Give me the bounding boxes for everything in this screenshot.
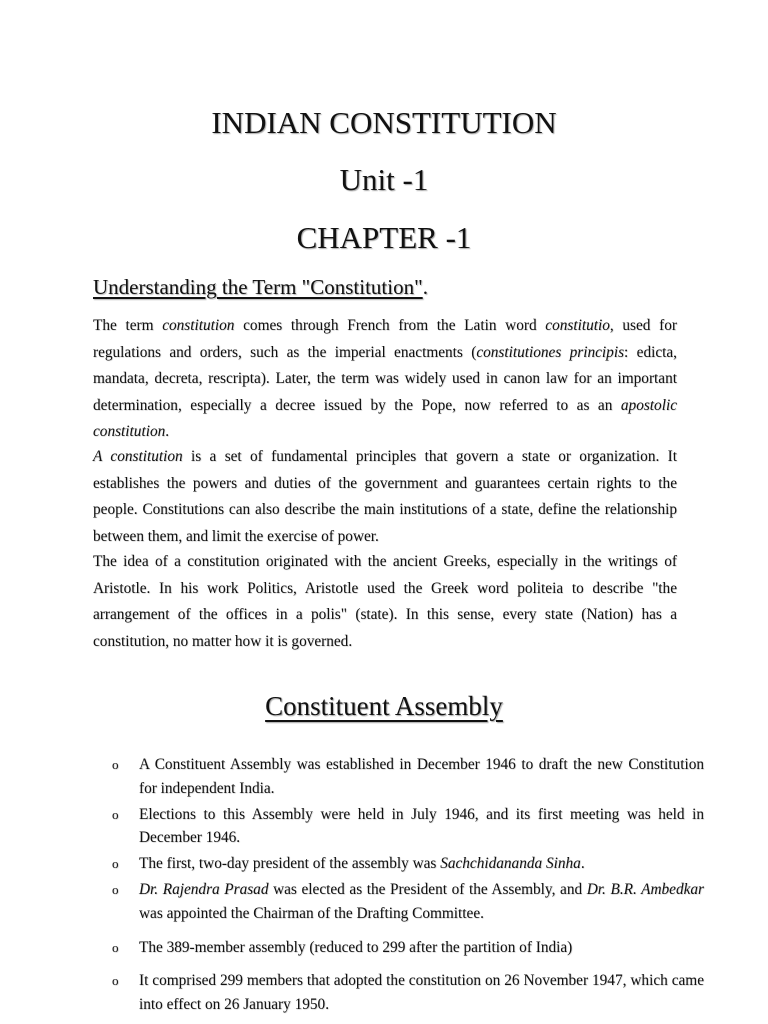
p1-text-e: , used for regulations and orders, such as the imperial enactments ( [93,317,677,361]
list-item-italic-name: Dr. B.R. Ambedkar [586,880,705,898]
paragraph-definition [93,444,677,550]
bullet-list [112,753,704,1019]
section-heading-period: . [422,275,428,299]
bullet-circle-icon: o [112,757,119,772]
p1-italic-constitution: constitution [162,317,235,334]
unit-heading: Unit -1 [339,162,429,197]
chapter-heading: CHAPTER -1 [296,220,472,255]
p1-text-c: comes through French from the Latin word [234,317,546,334]
p2-italic-a-constitution: A constitution [93,448,183,465]
list-item-text: It comprised 299 members that adopted the constitution on 26 November 1947, which came into effect on 26 January 1950. [139,972,704,1014]
list-item-text: was appointed the Chairman of the Drafting Committee. [139,904,484,922]
p1-italic-apostolic: apostolic constitution [93,396,677,440]
p2-text-b: is a set of fundamental principles that govern a state or organization. It establishes the powers and duties of the government and guarantees certain rights to the people. Constitutions can also describe the main institutions of a state, define the relationship between them, and limit the exercise of power. [93,448,677,545]
list-item-text: Elections to this Assembly were held in July 1946, and its first meeting was held in December 1946. [139,805,704,847]
paragraph-etymology [93,313,677,446]
list-item-text: . [580,855,585,873]
p1-text-i: . [165,423,170,440]
list-item [112,803,704,851]
list-item [112,969,704,1017]
list-item-text: was elected as the President of the Assembly, and [268,880,587,898]
paragraph-origin: The idea of a constitution originated with the ancient Greeks, especially in the writings of Aristotle. In his work Politics, Aristotle used the Greek word politeia to describe "the arrangement of the offices in a polis" (state). In this sense, every state (Nation) has a constitution, no matter how it is governed. [93,553,677,650]
bullet-circle-icon: o [112,939,119,955]
list-item-text: The 389-member assembly (reduced to 299 after the partition of India) [139,938,573,956]
section-heading-constituent-assembly [0,690,768,722]
list-item-text: The first, two-day president of the assembly was [139,855,441,873]
list-item-italic-name: Dr. Rajendra Prasad [139,880,269,898]
p1-italic-constitutio: constitutio [545,317,610,334]
section-heading-text: Constituent Assembly [265,691,503,721]
bullet-circle-icon: o [112,881,119,897]
p1-italic-constitutiones: constitutiones principis [476,343,625,361]
list-item [112,852,704,876]
section-heading-understanding [93,274,428,300]
p1-text-a: The term [93,317,163,334]
list-item-text: A Constituent Assembly was established in December 1946 to draft the new Constitution for independent India. [139,756,704,797]
list-item [112,753,704,801]
bullet-circle-icon: o [112,806,119,822]
list-item [112,878,704,926]
section-heading-text: Understanding the Term "Constitution" [93,275,423,299]
document-title: INDIAN CONSTITUTION [211,105,557,140]
bullet-circle-icon: o [112,973,119,989]
list-item-italic-name: Sachchidananda Sinha [440,855,581,873]
p1-text-g: : edicta, mandata, decreta, rescripta). Later, the term was widely used in canon law for an important determination, especially a decree issued by the Pope, now referred to as an [93,343,677,414]
bullet-circle-icon: o [112,856,119,872]
list-item [112,936,704,960]
